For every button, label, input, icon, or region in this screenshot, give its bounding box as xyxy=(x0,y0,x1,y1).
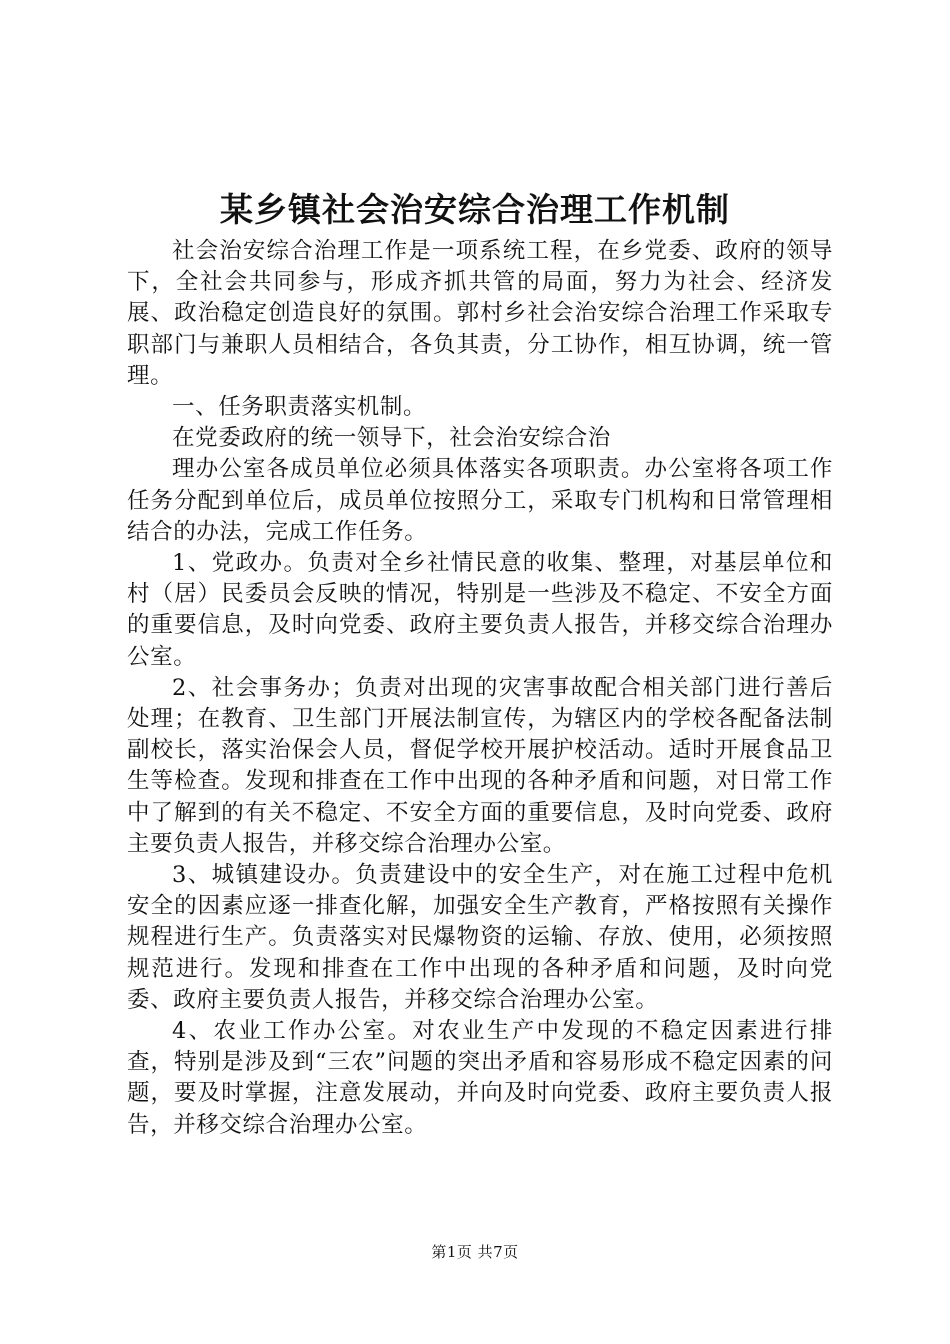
intro-paragraph: 社会治安综合治理工作是一项系统工程，在乡党委、政府的领导下，全社会共同参与，形成齐抓共管的局面，努力为社会、经济发展、政治稳定创造良好的氛围。郭村乡社会治安综合治理工作采取专职部门与兼职人员相结合，各负其责，分工协作，相互协调，统一管理。 xyxy=(127,238,833,389)
section-intro-line: 在党委政府的统一领导下，社会治安综合治 xyxy=(172,425,611,452)
item-urban-construction-office: 3、城镇建设办。负责建设中的安全生产，对在施工过程中危机安全的因素应逐一排查化解，加强安全生产教育，严格按照有关操作规程进行生产。负责落实对民爆物资的运输、存放、使用，必须按照规范进行。发现和排查在工作中出现的各种矛盾和问题，及时向党委、政府主要负责人报告，并移交综合治理办公室。 xyxy=(127,862,833,1013)
item-party-office: 1、党政办。负责对全乡社情民意的收集、整理，对基层单位和村（居）民委员会反映的情况，特别是一些涉及不稳定、不安全方面的重要信息，及时向党委、政府主要负责人报告，并移交综合治理办公室。 xyxy=(127,550,833,670)
document-body xyxy=(127,236,833,1141)
item-social-affairs-office: 2、社会事务办；负责对出现的灾害事故配合相关部门进行善后处理；在教育、卫生部门开展法制宣传，为辖区内的学校各配备法制副校长，落实治保会人员，督促学校开展护校活动。适时开展食品卫生等检查。发现和排查在工作中出现的各种矛盾和问题，对日常工作中了解到的有关不稳定、不安全方面的重要信息，及时向党委、政府主要负责人报告，并移交综合治理办公室。 xyxy=(127,674,833,857)
page-footer: 第1页 共7页 xyxy=(431,1243,519,1261)
section-intro-paragraph: 理办公室各成员单位必须具体落实各项职责。办公室将各项工作任务分配到单位后，成员单位按照分工，采取专门机构和日常管理相结合的办法，完成工作任务。 xyxy=(127,456,833,545)
document-title: 某乡镇社会治安综合治理工作机制 xyxy=(220,190,730,229)
item-agriculture-office: 4、农业工作办公室。对农业生产中发现的不稳定因素进行排查，特别是涉及到“三农”问题的突出矛盾和容易形成不稳定因素的问题，要及时掌握，注意发展动，并向及时向党委、政府主要负责人报告，并移交综合治理办公室。 xyxy=(127,1018,833,1138)
section-heading-1: 一、任务职责落实机制。 xyxy=(172,394,427,421)
